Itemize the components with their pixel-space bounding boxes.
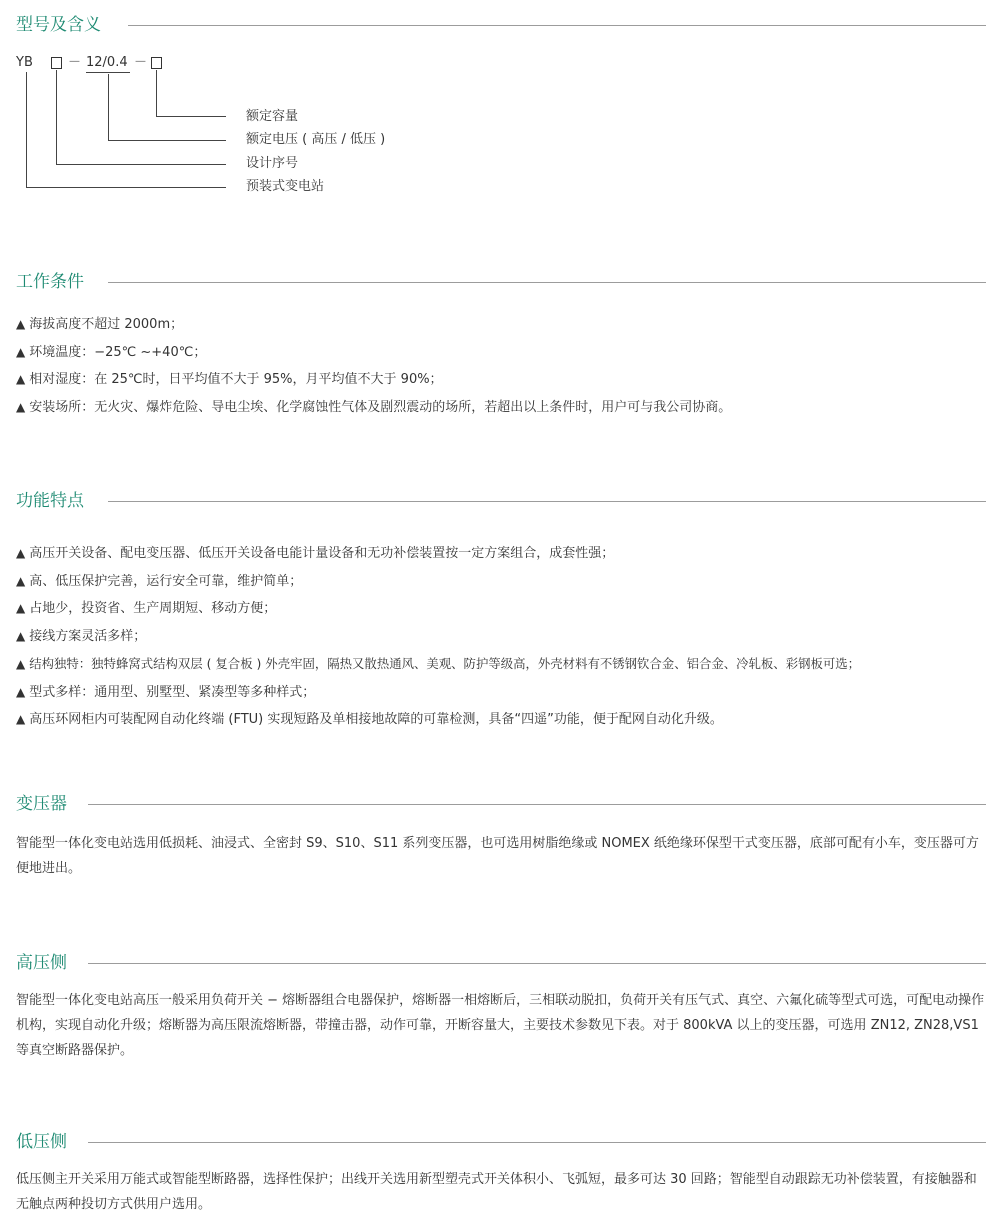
section-header bbox=[16, 789, 986, 819]
section-divider bbox=[108, 282, 986, 283]
triangle-bullet-icon: ▲ bbox=[16, 399, 26, 414]
rating-underline bbox=[86, 72, 130, 73]
section-title: 变压器 bbox=[16, 789, 81, 819]
list-item: ▲ 高压开关设备、配电变压器、低压开关设备电能计量设备和无功补偿装置按一定方案组合，成套性强； bbox=[16, 546, 615, 561]
triangle-bullet-icon: ▲ bbox=[16, 317, 26, 331]
list-item: ▲ 结构独特：独特蜂窝式结构双层 ( 复合板 ) 外壳牢固，隔热又散热通风、美观、防护等级高，外壳材料有不锈钢钦合金、铝合金、冷轧板、彩钢板可选； bbox=[16, 656, 861, 671]
section-title: 高压侧 bbox=[16, 948, 81, 978]
high-voltage-section bbox=[16, 948, 986, 1063]
list-item: ▲ 型式多样：通用型、别墅型、紧凑型等多种样式； bbox=[16, 684, 316, 700]
low-voltage-section bbox=[16, 1127, 986, 1217]
triangle-bullet-icon: ▲ bbox=[16, 573, 26, 588]
connector-design-v bbox=[56, 70, 57, 164]
triangle-bullet-icon: ▲ bbox=[16, 546, 26, 560]
working-conditions-section bbox=[16, 267, 986, 421]
connector-voltage-h bbox=[108, 140, 226, 141]
code-box-capacity bbox=[151, 57, 162, 69]
triangle-bullet-icon: ▲ bbox=[16, 628, 26, 643]
list-item: ▲ 高压环网柜内可装配网自动化终端 (FTU) 实现短路及单相接地故障的可靠检测，具备“四遥”功能，便于配网自动化升级。 bbox=[16, 712, 723, 727]
high-voltage-paragraph: 智能型一体化变电站高压一般采用负荷开关 − 熔断器组合电器保护，熔断器一相熔断后，三相联动脱扣，负荷开关有压气式、真空、六氟化硫等型式可选，可配电动操作机构，实现自动化升级；熔断器为高压限流熔断器，带撞击器，动作可靠，开断容量大，主要技术参数见下表。对于 800kVA 以上的变压器，可选用 ZN12, ZN28,VS1 等真空断路器保护。 bbox=[16, 993, 985, 1058]
transformer-section bbox=[16, 789, 986, 881]
connector-type-h bbox=[26, 187, 226, 188]
label-voltage: 额定电压 ( 高压 / 低压 ) bbox=[246, 132, 386, 147]
label-capacity: 额定容量 bbox=[246, 109, 299, 124]
list-item: ▲ 安装场所：无火灾、爆炸危险、导电尘埃、化学腐蚀性气体及剧烈震动的场所，若超出以上条件时，用户可与我公司协商。 bbox=[16, 399, 732, 415]
transformer-paragraph: 智能型一体化变电站选用低损耗、油浸式、全密封 S9、S10、S11 系列变压器，也可选用树脂绝缘或 NOMEX 纸绝缘环保型干式变压器，底部可配有小车，变压器可方便地进出。 bbox=[16, 836, 979, 876]
model-code-diagram bbox=[16, 10, 416, 210]
section-header bbox=[16, 948, 986, 978]
section-title: 工作条件 bbox=[16, 267, 98, 297]
label-type: 预装式变电站 bbox=[246, 179, 325, 194]
connector-capacity-h bbox=[156, 116, 226, 117]
section-divider bbox=[88, 804, 986, 805]
triangle-bullet-icon: ▲ bbox=[16, 657, 26, 671]
triangle-bullet-icon: ▲ bbox=[16, 712, 26, 726]
connector-type-v bbox=[26, 72, 27, 187]
triangle-bullet-icon: ▲ bbox=[16, 601, 26, 615]
section-title: 低压侧 bbox=[16, 1127, 81, 1157]
label-design: 设计序号 bbox=[246, 156, 299, 171]
code-rating: 12/0.4 bbox=[86, 55, 128, 70]
list-item: ▲ 接线方案灵活多样； bbox=[16, 628, 147, 644]
code-prefix: YB bbox=[16, 55, 33, 70]
code-dash-2: － bbox=[134, 55, 148, 70]
list-item: ▲ 相对湿度：在 25℃时，日平均值不大于 95%，月平均值不大于 90%； bbox=[16, 372, 443, 387]
features-section bbox=[16, 486, 986, 734]
connector-design-h bbox=[56, 164, 226, 165]
section-divider bbox=[88, 963, 986, 964]
low-voltage-paragraph: 低压侧主开关采用万能式或智能型断路器，选择性保护；出线开关选用新型塑壳式开关体积小、飞弧短，最多可达 30 回路；智能型自动跟踪无功补偿装置，有接触器和无触点两种投切方式供用户选用。 bbox=[16, 1172, 977, 1212]
triangle-bullet-icon: ▲ bbox=[16, 684, 26, 699]
code-box-design bbox=[51, 57, 62, 69]
section-header bbox=[16, 486, 986, 516]
section-divider bbox=[108, 501, 986, 502]
section-divider bbox=[88, 1142, 986, 1143]
triangle-bullet-icon: ▲ bbox=[16, 344, 26, 359]
list-item: ▲ 高、低压保护完善，运行安全可靠，维护简单； bbox=[16, 573, 303, 589]
features-list bbox=[16, 540, 986, 734]
code-dash-1: － bbox=[68, 55, 82, 70]
section-title: 型号及含义 bbox=[16, 10, 115, 40]
list-item: ▲ 环境温度：−25℃ ~+40℃； bbox=[16, 344, 207, 360]
connector-voltage-v bbox=[108, 74, 109, 140]
section-header bbox=[16, 267, 986, 297]
model-section bbox=[16, 10, 986, 210]
triangle-bullet-icon: ▲ bbox=[16, 372, 26, 386]
section-title: 功能特点 bbox=[16, 486, 98, 516]
working-conditions-list bbox=[16, 311, 986, 421]
connector-capacity-v bbox=[156, 70, 157, 116]
list-item: ▲ 海拔高度不超过 2000m； bbox=[16, 317, 184, 332]
list-item: ▲ 占地少，投资省、生产周期短、移动方便； bbox=[16, 601, 277, 616]
section-header bbox=[16, 1127, 986, 1157]
